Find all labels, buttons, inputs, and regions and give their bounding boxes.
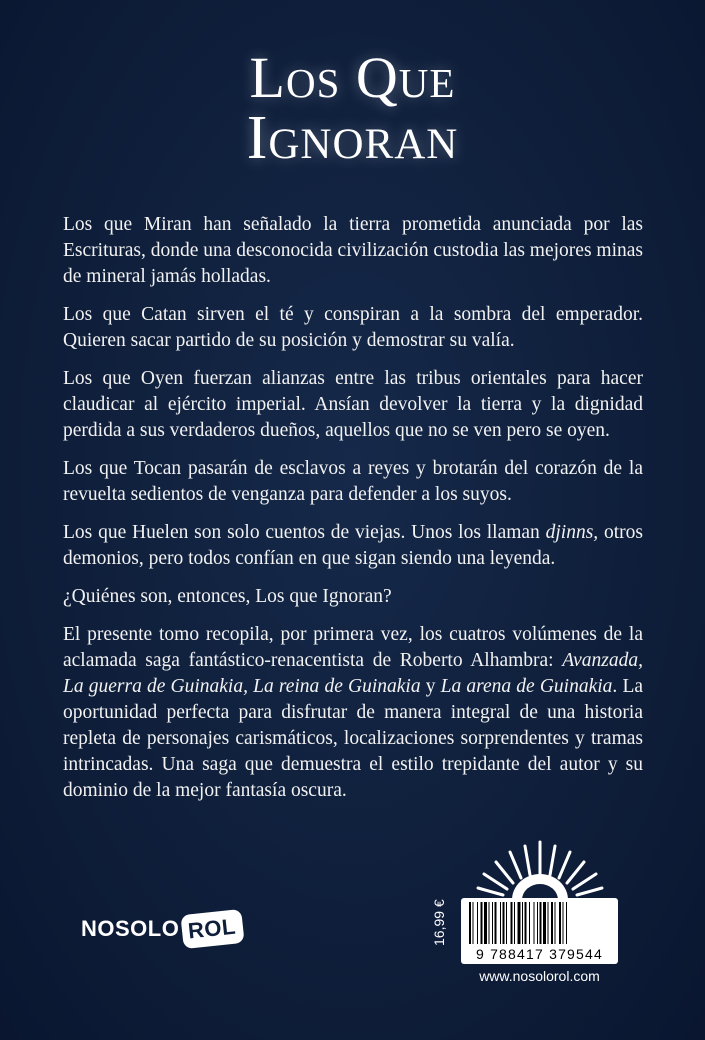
title-line-1: Los Que — [249, 45, 456, 110]
paragraph-huelen-italic: djinns, — [545, 522, 599, 543]
paragraph-huelen-a: Los que Huelen son solo cuentos de viejas. Unos los llaman — [63, 522, 546, 543]
paragraph-catan: Los que Catan sirven el té y conspiran a la sombra del emperador. Quieren sacar partido de su posición y demostrar su valía. — [63, 304, 643, 351]
price-label: 16,99 € — [431, 899, 447, 946]
paragraph-question: ¿Quiénes son, entonces, Los que Ignoran? — [63, 586, 392, 607]
barcode-digits: 9 788417 379544 — [476, 946, 603, 962]
title-line-2: Ignoran — [246, 104, 459, 172]
publisher-website: www.nosolorol.com — [479, 968, 600, 984]
synopsis — [63, 212, 643, 816]
logo-box: ROL — [181, 909, 245, 949]
summary-b: . La oportunidad perfecta para disfrutar de manera integral de una historia repleta de personajes carismáticos, localizaciones sorprendentes y tramas intrincadas. Una saga que demuestra el estilo trepidante del autor y su dominio de la mejor fantasía oscura. — [63, 676, 644, 801]
book-title — [0, 45, 705, 172]
summary-titles-1: Avanzada, La guerra de Guinakia, La reina de Guinakia — [63, 650, 643, 697]
paragraph-tocan: Los que Tocan pasarán de esclavos a reyes y brotarán del corazón de la revuelta sedientos de venganza para defender a los suyos. — [63, 458, 643, 505]
barcode-bars-icon — [467, 902, 612, 944]
barcode — [461, 898, 618, 964]
logo-text: NOSOLO — [81, 916, 180, 941]
paragraph-huelen — [63, 520, 643, 572]
sunburst-logo-icon — [470, 838, 610, 900]
summary-titles-2: La arena de Guinakia — [440, 676, 613, 697]
paragraph-huelen-b: otros demonios, pero todos confían en que sigan siendo una leyenda. — [63, 522, 644, 569]
summary-and: y — [420, 676, 441, 697]
paragraph-miran: Los que Miran han señalado la tierra prometida anunciada por las Escrituras, donde una desconocida civilización custodia las mejores minas de mineral jamás holladas. — [63, 214, 643, 287]
paragraph-oyen: Los que Oyen fuerzan alianzas entre las tribus orientales para hacer claudicar al ejército imperial. Ansían devolver la tierra y la dignidad perdida a sus verdaderos dueños, aquellos que no se ven pero se oyen. — [63, 368, 643, 441]
publisher-logo — [81, 912, 243, 946]
summary-a: El presente tomo recopila, por primera vez, los cuatros volúmenes de la aclamada saga fantástico-renacentista de Roberto Alhambra: — [63, 624, 643, 671]
paragraph-summary — [63, 622, 643, 804]
